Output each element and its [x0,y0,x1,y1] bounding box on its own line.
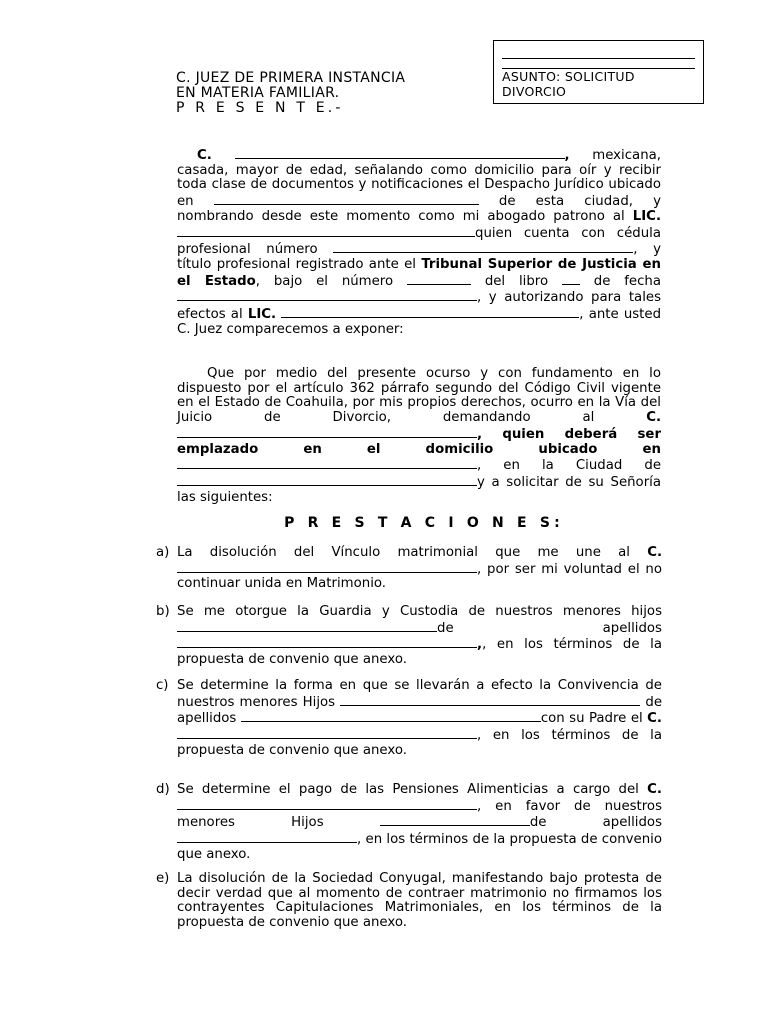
blank-fecha [177,289,477,301]
blank-name [235,147,565,159]
blank-libro [562,273,580,285]
blank-children [340,694,640,706]
blank-father [177,727,477,739]
subject-blank-line [502,59,695,69]
prestacion-c: c) Se determine la forma en que se llevarán a efecto la Convivencia de nuestros menores Hijos de apellidos con su Padre el C. , en los términos de la propuesta de convenio que anexo. [156,678,663,758]
prestaciones-heading: P R E S T A C I O N E S: [284,515,564,531]
prestacion-e: e) La disolución de la Sociedad Conyugal, manifestando bajo protesta de decir verdad que al momento de contraer matrimonio no firmamos los contrayentes Capitulaciones Matrimoniales, en los términos de la propuesta de convenio que anexo. [156,871,662,931]
intro-c: C. [197,148,212,163]
blank-authorized [281,306,579,318]
subject-blank-line [502,45,695,59]
prestacion-d: d) Se determine el pago de las Pensiones Alimenticias a cargo del C. , en favor de nuestros menores Hijos de apellidos , en los términos de la propuesta de convenio que anexo. [156,782,662,862]
blank-defendant-address [177,457,477,469]
blank-surnames [241,710,541,722]
blank-defendant [177,426,477,438]
intro-paragraph: C. , mexicana, casada, mayor de edad, señalando como domicilio para oír y recibir toda clase de documentos y notificaciones el Despacho Jurídico ubicado en de esta ciudad, y nombrando desde este momento como mi abogado patrono al LIC. quien cuenta con cédula profesional número , y título profesional registrado ante el Tribunal Superior de Justicia en el Estado, bajo el número del libro de fecha , y autorizando para tales efectos al LIC. , ante usted C. Juez comparecemos a exponer: [177,148,662,337]
blank-lawyer [177,225,475,237]
blank-children [177,620,437,632]
subject-box [493,40,704,104]
blank-cedula [333,241,633,253]
blank-surnames [177,636,477,648]
prestacion-b: b) Se me otorgue la Guardia y Custodia de nuestros menores hijos de apellidos ,, en los términos de la propuesta de convenio que anexo. [156,604,662,668]
subject-asunto: ASUNTO: SOLICITUD [502,69,635,84]
blank-obligor [177,798,477,810]
addressee-presente: P R E S E N T E.- [176,100,344,116]
blank-spouse [177,561,477,573]
addressee-block [176,71,405,116]
blank-address [214,193,479,205]
blank-city [177,474,477,486]
blank-children [380,814,530,826]
addressee-line-2: EN MATERIA FAMILIAR. [176,85,340,101]
addressee-line-1: C. JUEZ DE PRIMERA INSTANCIA [176,70,406,86]
blank-numero [407,273,471,285]
subject-tipo: DIVORCIO [502,84,567,99]
prestacion-a: a) La disolución del Vínculo matrimonial que me une al C. , por ser mi voluntad el no continuar unida en Matrimonio. [156,545,662,592]
blank-surnames [177,831,357,843]
second-paragraph: Que por medio del presente ocurso y con fundamento en lo dispuesto por el artículo 362 párrafo segundo del Código Civil vigente en el Estado de Coahuila, por mis propios derechos, ocurro en la Vía del Juicio de Divorcio, demandando al C. , quien deberá ser emplazado en el domicilio ubicado en , en la Ciudad de y a solicitar de su Señoría las siguientes: [177,366,661,505]
